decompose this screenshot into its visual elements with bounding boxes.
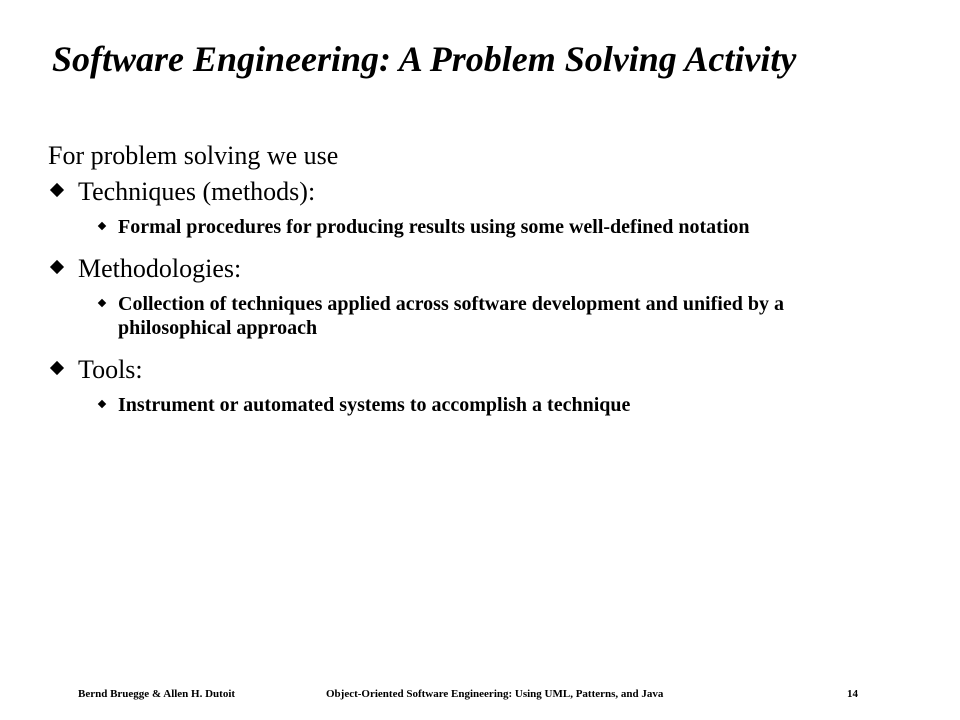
sub-bullet-text: Instrument or automated systems to accomplish a technique (118, 394, 631, 416)
bullet-techniques (48, 174, 908, 210)
bullet-label: Tools: (78, 355, 143, 384)
diamond-bullet-icon (50, 361, 64, 375)
sub-bullet-tools (48, 393, 898, 417)
bullet-label: Methodologies: (78, 254, 242, 283)
sub-bullet-text: Formal procedures for producing results using some well-defined notation (118, 216, 750, 238)
sub-bullet-text: Collection of techniques applied across software development and unified by a philosophical approach (118, 293, 784, 339)
page-number: 14 (847, 688, 858, 700)
slide-body (48, 138, 908, 417)
footer-authors: Bernd Bruegge & Allen H. Dutoit (78, 688, 236, 700)
sub-bullet-methodologies (48, 292, 898, 340)
diamond-bullet-icon (50, 183, 64, 197)
slide-title: Software Engineering: A Problem Solving Activity (52, 39, 797, 79)
sub-bullet-techniques (48, 215, 898, 239)
small-diamond-bullet-icon (98, 222, 106, 230)
bullet-tools (48, 352, 908, 388)
bullet-methodologies (48, 251, 908, 287)
intro-text: For problem solving we use (48, 141, 339, 170)
footer-book-title: Object-Oriented Software Engineering: Using UML, Patterns, and Java (326, 688, 664, 700)
bullet-label: Techniques (methods): (78, 177, 316, 206)
small-diamond-bullet-icon (98, 400, 106, 408)
diamond-bullet-icon (50, 260, 64, 274)
small-diamond-bullet-icon (98, 299, 106, 307)
